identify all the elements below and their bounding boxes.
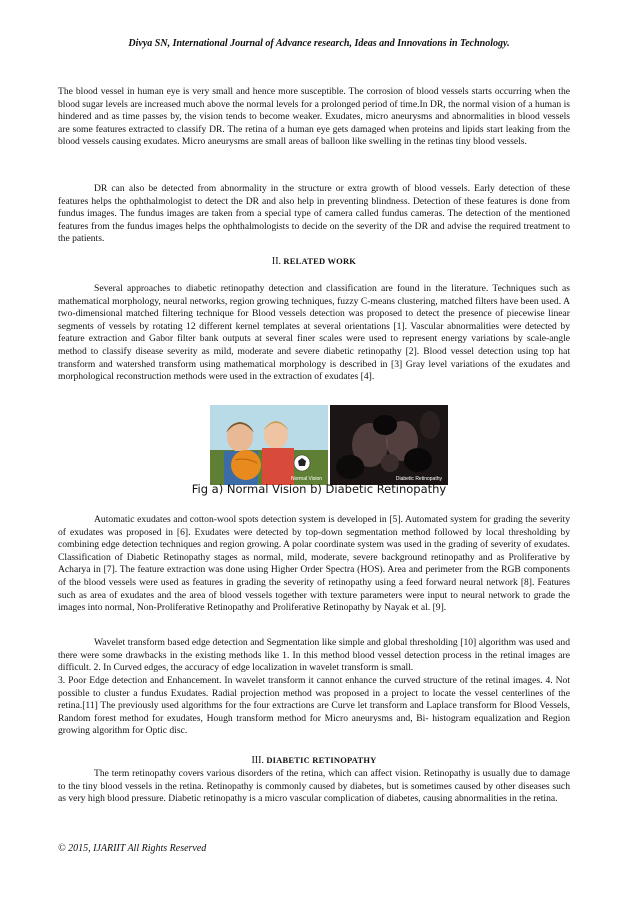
figure-left-label: Normal Vision bbox=[290, 476, 322, 482]
intro-paragraph-1: The blood vessel in human eye is very small and hence more susceptible. The corrosion of blood vessels starts occurring when the blood sugar levels are increased much above the normal levels for a prolonged period of time.In DR, the normal vision of a human is hindered and as time passes by, the vision tends to become weaker. Exudates, micro aneurysms and abnormalities in blood vessels are some features extracted to classify DR. The retina of a human eye gets damaged when proteins and lipids start leaking from the blood vessels causing exudates. Micro aneurysms are small areas of balloon like swelling in the retinas tiny blood vessels. bbox=[58, 86, 570, 148]
normal-vision-image bbox=[210, 405, 328, 485]
section-title: DIABETIC RETINOPATHY bbox=[266, 755, 377, 765]
related-work-paragraph-4: 3. Poor Edge detection and Enhancement. In wavelet transform it cannot enhance the curved structure of the retinal images. 4. Not possible to cluster a fundus Exudates. Radial projection method was proposed in a project to locate the vessel centerlines of the retina.[11] The previously used algorithms for the four extractions are Curve let transform and Laplace transform for Blood Vessels, Random forest method for exudates, Hough transform method for Micro aneurysms and, Bi- histogram equalization and Region growing algorithm for Optic disc. bbox=[58, 675, 570, 737]
related-work-paragraph-3: Wavelet transform based edge detection and Segmentation like simple and global thresholding [10] algorithm was used and there were some drawbacks in the existing methods like 1. In this method blood vessel detection process in the retinal images are difficult. 2. In Curved edges, the accuracy of edge localization in wavelet transform is small. bbox=[58, 637, 570, 674]
figure-caption: Fig a) Normal Vision b) Diabetic Retinopathy bbox=[191, 482, 447, 496]
figure-right-label: Diabetic Retinopathy bbox=[395, 476, 442, 482]
diabetic-retinopathy-paragraph-1: The term retinopathy covers various disorders of the retina, which can affect vision. Retinopathy is usually due to damage to the tiny blood vessels in the retina. Retinopathy is commonly caused by diabetes, but is sometimes caused by other diseases such as very high blood pressure. Diabetic retinopathy is a micro vascular complication of diabetes, causing abnormalities in the retina. bbox=[58, 768, 570, 805]
blurred-vision-illustration bbox=[330, 405, 448, 485]
section-heading-related-work bbox=[58, 256, 570, 267]
related-work-paragraph-2: Automatic exudates and cotton-wool spots detection system is developed in [5]. Automated system for grading the severity of exudates was proposed in [6]. Exudates were detected by top-down segmentation method followed by local thresholding by combining edge detection techniques and region growing. A polar coordinate system was used in the grading of severity of exudates. Classification of Diabetic Retinopathy stages as normal, mild, moderate, severe background retinopathy and as Proliferative by Acharya in [7]. The feature extraction was done using Higher Order Spectra (HOS). Area and perimeter from the RGB components of the blood vessels were used as features in grading the severity of retinopathy using a feed forward neural network [8]. Features such as area of exudates and the area of blood vessels together with texture parameters were input to neural network to grade the images into normal, Non-Proliferative Retinopathy and Proliferative Retinopathy by Nayak et al. [9]. bbox=[58, 514, 570, 614]
section-number: III. bbox=[251, 755, 264, 766]
section-number: II. bbox=[271, 256, 282, 267]
copyright-footer: © 2015, IJARIIT All Rights Reserved bbox=[58, 843, 207, 854]
section-heading-diabetic-retinopathy bbox=[58, 755, 570, 766]
intro-paragraph-2: DR can also be detected from abnormality in the structure or extra growth of blood vessels. Early detection of these features helps the ophthalmologist to detect the DR and also help in preventing blindness. Detection of these features is done from fundus images. The fundus images are taken from a special type of camera called fundus cameras. The detection of the mentioned features from the fundus images helps the ophthalmologists to decide on the severity of the DR and advise the required treatment to the patients. bbox=[58, 183, 570, 245]
figure-comparison bbox=[210, 405, 450, 485]
diabetic-retinopathy-image bbox=[330, 405, 448, 485]
running-header: Divya SN, International Journal of Advance research, Ideas and Innovations in Technology. bbox=[128, 38, 510, 49]
children-photo-illustration bbox=[210, 405, 328, 485]
section-title: RELATED WORK bbox=[283, 256, 357, 266]
related-work-paragraph-1: Several approaches to diabetic retinopathy detection and classification are found in the literature. Techniques such as mathematical morphology, neural networks, region growing techniques, fuzzy C-means clustering, matched filters have been used. A two-dimensional matched filtering technique for Blood vessels detection was proposed to detect the presence of piecewise linear segments of vessels by rotating 12 different kernel templates at several orientations [1]. Vascular abnormalities were detected by feature extraction and Gabor filter bank outputs at several finer scales were used to represent energy variations by scale-angle method to classify disease severity as mild, moderate and severe diabetic retinopathy [2]. Blood vessel detection using top hat transform and watershed transform using mathematical morphology is described in [3] Gray level variations of the exudates and morphological reconstruction methods were used in the extraction of exudates [4]. bbox=[58, 283, 570, 383]
